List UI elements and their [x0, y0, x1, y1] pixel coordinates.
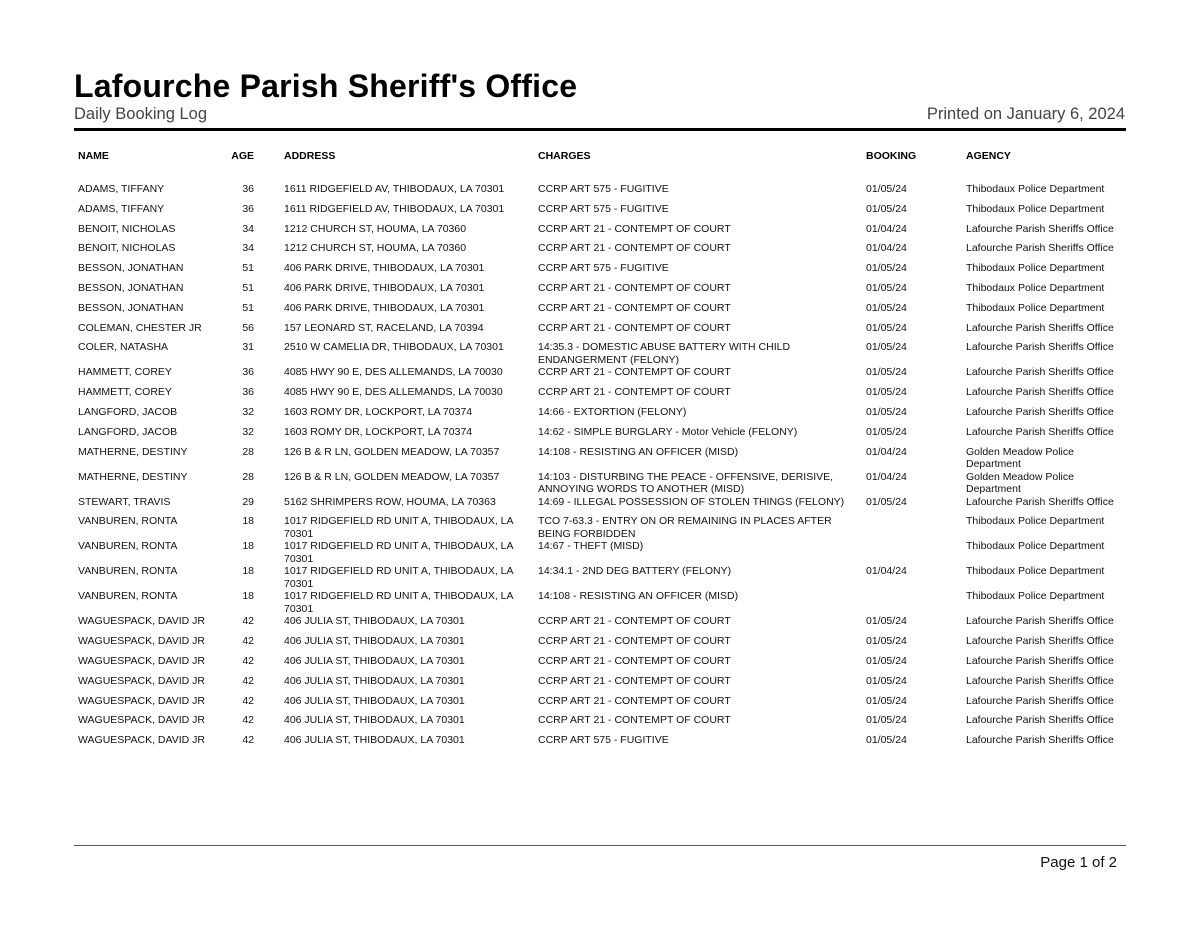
cell-booking: 01/05/24: [866, 654, 907, 667]
cell-age: 28: [242, 445, 254, 458]
cell-agency: Lafourche Parish Sheriffs Office: [966, 734, 1114, 747]
cell-agency: Golden Meadow Police Department: [966, 470, 1074, 496]
table-row: [78, 695, 1126, 715]
cell-address: 406 JULIA ST, THIBODAUX, LA 70301: [284, 654, 465, 667]
cell-agency: Lafourche Parish Sheriffs Office: [966, 242, 1114, 255]
cell-name: WAGUESPACK, DAVID JR: [78, 615, 205, 628]
cell-age: 51: [242, 301, 254, 314]
cell-address: 406 PARK DRIVE, THIBODAUX, LA 70301: [284, 262, 485, 275]
footer-rule: [74, 845, 1126, 846]
cell-name: BENOIT, NICHOLAS: [78, 222, 176, 235]
cell-agency: Thibodaux Police Department: [966, 515, 1105, 528]
table-row: [78, 183, 1126, 203]
cell-booking: 01/05/24: [866, 674, 907, 687]
cell-address: 406 JULIA ST, THIBODAUX, LA 70301: [284, 714, 465, 727]
cell-booking: [866, 540, 966, 565]
cell-agency: Lafourche Parish Sheriffs Office: [966, 694, 1114, 707]
cell-booking: 01/04/24: [866, 242, 907, 255]
table-row: [78, 635, 1126, 655]
cell-charges: CCRP ART 21 - CONTEMPT OF COURT: [538, 321, 731, 334]
cell-booking: 01/04/24: [866, 445, 907, 458]
cell-charges: CCRP ART 21 - CONTEMPT OF COURT: [538, 615, 731, 628]
cell-age: 32: [242, 405, 254, 418]
cell-booking: 01/05/24: [866, 301, 907, 314]
cell-age: 51: [242, 262, 254, 275]
table-row: [78, 496, 1126, 516]
cell-age: 31: [242, 341, 254, 354]
cell-charges: CCRP ART 21 - CONTEMPT OF COURT: [538, 281, 731, 294]
cell-age: 42: [242, 635, 254, 648]
page-subtitle: Daily Booking Log: [74, 105, 207, 123]
cell-charges: CCRP ART 21 - CONTEMPT OF COURT: [538, 222, 731, 235]
table-row: [78, 675, 1126, 695]
cell-name: BESSON, JONATHAN: [78, 262, 184, 275]
cell-charges: CCRP ART 575 - FUGITIVE: [538, 262, 669, 275]
cell-address: 126 B & R LN, GOLDEN MEADOW, LA 70357: [284, 445, 500, 458]
cell-age: 32: [242, 425, 254, 438]
cell-charges: CCRP ART 575 - FUGITIVE: [538, 734, 669, 747]
cell-booking: 01/05/24: [866, 366, 907, 379]
cell-address: 406 JULIA ST, THIBODAUX, LA 70301: [284, 694, 465, 707]
table-row: [78, 262, 1126, 282]
cell-booking: 01/05/24: [866, 386, 907, 399]
cell-agency: Thibodaux Police Department: [966, 281, 1105, 294]
cell-charges: 14:34.1 - 2ND DEG BATTERY (FELONY): [538, 565, 732, 578]
cell-address: 1017 RIDGEFIELD RD UNIT A, THIBODAUX, LA 70301: [284, 590, 513, 615]
page-number: Page 1 of 2: [1040, 854, 1117, 871]
cell-booking: 01/05/24: [866, 321, 907, 334]
cell-name: WAGUESPACK, DAVID JR: [78, 694, 205, 707]
table-row: [78, 366, 1126, 386]
cell-agency: Lafourche Parish Sheriffs Office: [966, 366, 1114, 379]
cell-address: 406 PARK DRIVE, THIBODAUX, LA 70301: [284, 281, 485, 294]
cell-name: VANBUREN, RONTA: [78, 565, 178, 578]
cell-address: 4085 HWY 90 E, DES ALLEMANDS, LA 70030: [284, 386, 503, 399]
cell-address: 157 LEONARD ST, RACELAND, LA 70394: [284, 321, 484, 334]
cell-booking: 01/04/24: [866, 565, 907, 578]
cell-booking: 01/05/24: [866, 281, 907, 294]
cell-name: WAGUESPACK, DAVID JR: [78, 635, 205, 648]
cell-age: 34: [242, 242, 254, 255]
cell-address: 126 B & R LN, GOLDEN MEADOW, LA 70357: [284, 470, 500, 483]
cell-name: WAGUESPACK, DAVID JR: [78, 714, 205, 727]
table-row: [78, 446, 1126, 471]
cell-booking: 01/05/24: [866, 405, 907, 418]
table-row: [78, 734, 1126, 754]
cell-charges: 14:67 - THEFT (MISD): [538, 540, 644, 553]
cell-agency: Lafourche Parish Sheriffs Office: [966, 635, 1114, 648]
cell-booking: [866, 590, 966, 615]
cell-name: STEWART, TRAVIS: [78, 495, 171, 508]
cell-agency: Lafourche Parish Sheriffs Office: [966, 714, 1114, 727]
cell-booking: 01/05/24: [866, 495, 907, 508]
cell-address: 1017 RIDGEFIELD RD UNIT A, THIBODAUX, LA 70301: [284, 540, 513, 565]
cell-booking: 01/05/24: [866, 183, 907, 195]
cell-age: 42: [242, 734, 254, 747]
cell-name: COLEMAN, CHESTER JR: [78, 321, 202, 334]
cell-address: 2510 W CAMELIA DR, THIBODAUX, LA 70301: [284, 341, 504, 354]
cell-name: LANGFORD, JACOB: [78, 425, 178, 438]
table-row: [78, 565, 1126, 590]
cell-age: 36: [242, 386, 254, 399]
table-row: [78, 242, 1126, 262]
table-row: [78, 515, 1126, 540]
cell-age: 42: [242, 615, 254, 628]
cell-address: 1611 RIDGEFIELD AV, THIBODAUX, LA 70301: [284, 202, 505, 215]
cell-name: ADAMS, TIFFANY: [78, 202, 165, 215]
cell-agency: Lafourche Parish Sheriffs Office: [966, 615, 1114, 628]
table-row: [78, 540, 1126, 565]
cell-charges: 14:66 - EXTORTION (FELONY): [538, 405, 687, 418]
cell-age: 18: [242, 540, 254, 553]
cell-charges: 14:69 - ILLEGAL POSSESSION OF STOLEN THINGS (FELONY): [538, 495, 845, 508]
cell-name: MATHERNE, DESTINY: [78, 470, 188, 483]
cell-age: 42: [242, 694, 254, 707]
cell-address: 406 JULIA ST, THIBODAUX, LA 70301: [284, 635, 465, 648]
cell-address: 1017 RIDGEFIELD RD UNIT A, THIBODAUX, LA 70301: [284, 565, 513, 590]
cell-agency: Thibodaux Police Department: [966, 540, 1105, 553]
cell-agency: Lafourche Parish Sheriffs Office: [966, 222, 1114, 235]
cell-agency: Thibodaux Police Department: [966, 301, 1105, 314]
cell-age: 29: [242, 495, 254, 508]
cell-address: 5162 SHRIMPERS ROW, HOUMA, LA 70363: [284, 495, 496, 508]
cell-name: VANBUREN, RONTA: [78, 540, 178, 553]
cell-address: 1017 RIDGEFIELD RD UNIT A, THIBODAUX, LA 70301: [284, 515, 513, 540]
column-header-booking: BOOKING: [866, 150, 917, 162]
table-row: [78, 223, 1126, 243]
cell-charges: CCRP ART 575 - FUGITIVE: [538, 202, 669, 215]
cell-address: 1603 ROMY DR, LOCKPORT, LA 70374: [284, 405, 473, 418]
table-row: [78, 714, 1126, 734]
cell-address: 4085 HWY 90 E, DES ALLEMANDS, LA 70030: [284, 366, 503, 379]
cell-name: MATHERNE, DESTINY: [78, 445, 188, 458]
cell-charges: 14:62 - SIMPLE BURGLARY - Motor Vehicle (FELONY): [538, 425, 798, 438]
cell-charges: 14:35.3 - DOMESTIC ABUSE BATTERY WITH CHILD ENDANGERMENT (FELONY): [538, 341, 791, 366]
cell-booking: 01/05/24: [866, 262, 907, 275]
cell-address: 1611 RIDGEFIELD AV, THIBODAUX, LA 70301: [284, 183, 505, 195]
cell-agency: Golden Meadow Police Department: [966, 445, 1074, 471]
cell-agency: Lafourche Parish Sheriffs Office: [966, 405, 1114, 418]
cell-charges: CCRP ART 21 - CONTEMPT OF COURT: [538, 386, 731, 399]
cell-agency: Lafourche Parish Sheriffs Office: [966, 341, 1114, 354]
cell-age: 36: [242, 366, 254, 379]
table-row: [78, 471, 1126, 496]
cell-agency: Lafourche Parish Sheriffs Office: [966, 425, 1114, 438]
cell-name: VANBUREN, RONTA: [78, 590, 178, 603]
cell-booking: 01/04/24: [866, 222, 907, 235]
cell-booking: 01/05/24: [866, 635, 907, 648]
cell-booking: 01/05/24: [866, 341, 907, 354]
cell-name: VANBUREN, RONTA: [78, 515, 178, 528]
cell-booking: [866, 515, 966, 540]
cell-name: BESSON, JONATHAN: [78, 281, 184, 294]
cell-booking: 01/05/24: [866, 615, 907, 628]
table-body: [78, 183, 1126, 754]
column-header-name: NAME: [78, 150, 109, 162]
table-row: [78, 322, 1126, 342]
cell-address: 406 JULIA ST, THIBODAUX, LA 70301: [284, 674, 465, 687]
cell-agency: Thibodaux Police Department: [966, 565, 1105, 578]
cell-name: LANGFORD, JACOB: [78, 405, 178, 418]
cell-charges: CCRP ART 21 - CONTEMPT OF COURT: [538, 366, 731, 379]
cell-charges: TCO 7-63.3 - ENTRY ON OR REMAINING IN PLACES AFTER BEING FORBIDDEN: [538, 515, 832, 540]
cell-agency: Thibodaux Police Department: [966, 202, 1105, 215]
table-header-row: [78, 148, 1126, 173]
cell-age: 18: [242, 565, 254, 578]
column-header-charges: CHARGES: [538, 150, 591, 162]
cell-agency: Lafourche Parish Sheriffs Office: [966, 674, 1114, 687]
table-row: [78, 590, 1126, 615]
cell-agency: Thibodaux Police Department: [966, 262, 1105, 275]
cell-address: 1212 CHURCH ST, HOUMA, LA 70360: [284, 222, 467, 235]
cell-name: WAGUESPACK, DAVID JR: [78, 674, 205, 687]
cell-booking: 01/05/24: [866, 734, 907, 747]
cell-booking: 01/05/24: [866, 714, 907, 727]
table-row: [78, 406, 1126, 426]
cell-address: 406 JULIA ST, THIBODAUX, LA 70301: [284, 734, 465, 747]
table-row: [78, 386, 1126, 406]
cell-agency: Thibodaux Police Department: [966, 590, 1105, 603]
cell-name: COLER, NATASHA: [78, 341, 169, 354]
cell-charges: CCRP ART 21 - CONTEMPT OF COURT: [538, 635, 731, 648]
cell-age: 28: [242, 470, 254, 483]
cell-age: 42: [242, 674, 254, 687]
cell-name: HAMMETT, COREY: [78, 366, 172, 379]
cell-age: 51: [242, 281, 254, 294]
cell-name: BESSON, JONATHAN: [78, 301, 184, 314]
printed-date: Printed on January 6, 2024: [926, 105, 1125, 123]
cell-name: HAMMETT, COREY: [78, 386, 172, 399]
cell-age: 36: [242, 183, 254, 195]
cell-booking: 01/05/24: [866, 425, 907, 438]
cell-charges: CCRP ART 21 - CONTEMPT OF COURT: [538, 301, 731, 314]
cell-name: BENOIT, NICHOLAS: [78, 242, 176, 255]
table-row: [78, 341, 1126, 366]
table-row: [78, 655, 1126, 675]
cell-charges: 14:108 - RESISTING AN OFFICER (MISD): [538, 590, 739, 603]
cell-name: ADAMS, TIFFANY: [78, 183, 165, 195]
table-row: [78, 302, 1126, 322]
cell-age: 18: [242, 590, 254, 603]
cell-agency: Lafourche Parish Sheriffs Office: [966, 386, 1114, 399]
cell-address: 406 PARK DRIVE, THIBODAUX, LA 70301: [284, 301, 485, 314]
cell-booking: 01/05/24: [866, 694, 907, 707]
cell-charges: CCRP ART 21 - CONTEMPT OF COURT: [538, 242, 731, 255]
cell-age: 36: [242, 202, 254, 215]
cell-agency: Lafourche Parish Sheriffs Office: [966, 654, 1114, 667]
column-header-agency: AGENCY: [966, 150, 1011, 162]
cell-age: 42: [242, 714, 254, 727]
cell-age: 34: [242, 222, 254, 235]
cell-name: WAGUESPACK, DAVID JR: [78, 654, 205, 667]
header-rule: [74, 128, 1126, 131]
cell-booking: 01/05/24: [866, 202, 907, 215]
cell-charges: 14:103 - DISTURBING THE PEACE - OFFENSIVE, DERISIVE, ANNOYING WORDS TO ANOTHER (MISD): [538, 470, 834, 496]
cell-booking: 01/04/24: [866, 470, 907, 483]
cell-address: 1603 ROMY DR, LOCKPORT, LA 70374: [284, 425, 473, 438]
cell-charges: CCRP ART 21 - CONTEMPT OF COURT: [538, 654, 731, 667]
column-header-age: AGE: [231, 150, 254, 162]
cell-name: WAGUESPACK, DAVID JR: [78, 734, 205, 747]
cell-agency: Lafourche Parish Sheriffs Office: [966, 495, 1114, 508]
cell-charges: CCRP ART 21 - CONTEMPT OF COURT: [538, 694, 731, 707]
cell-address: 406 JULIA ST, THIBODAUX, LA 70301: [284, 615, 465, 628]
cell-address: 1212 CHURCH ST, HOUMA, LA 70360: [284, 242, 467, 255]
booking-table: [78, 148, 1126, 754]
table-row: [78, 615, 1126, 635]
cell-charges: 14:108 - RESISTING AN OFFICER (MISD): [538, 445, 739, 458]
table-row: [78, 426, 1126, 446]
table-row: [78, 282, 1126, 302]
cell-agency: Lafourche Parish Sheriffs Office: [966, 321, 1114, 334]
page-title: Lafourche Parish Sheriff's Office: [74, 68, 578, 104]
column-header-address: ADDRESS: [284, 150, 336, 162]
cell-charges: CCRP ART 21 - CONTEMPT OF COURT: [538, 674, 731, 687]
cell-charges: CCRP ART 575 - FUGITIVE: [538, 183, 669, 195]
cell-age: 18: [242, 515, 254, 528]
cell-age: 42: [242, 654, 254, 667]
table-row: [78, 203, 1126, 223]
cell-age: 56: [242, 321, 254, 334]
cell-charges: CCRP ART 21 - CONTEMPT OF COURT: [538, 714, 731, 727]
cell-agency: Thibodaux Police Department: [966, 183, 1105, 195]
